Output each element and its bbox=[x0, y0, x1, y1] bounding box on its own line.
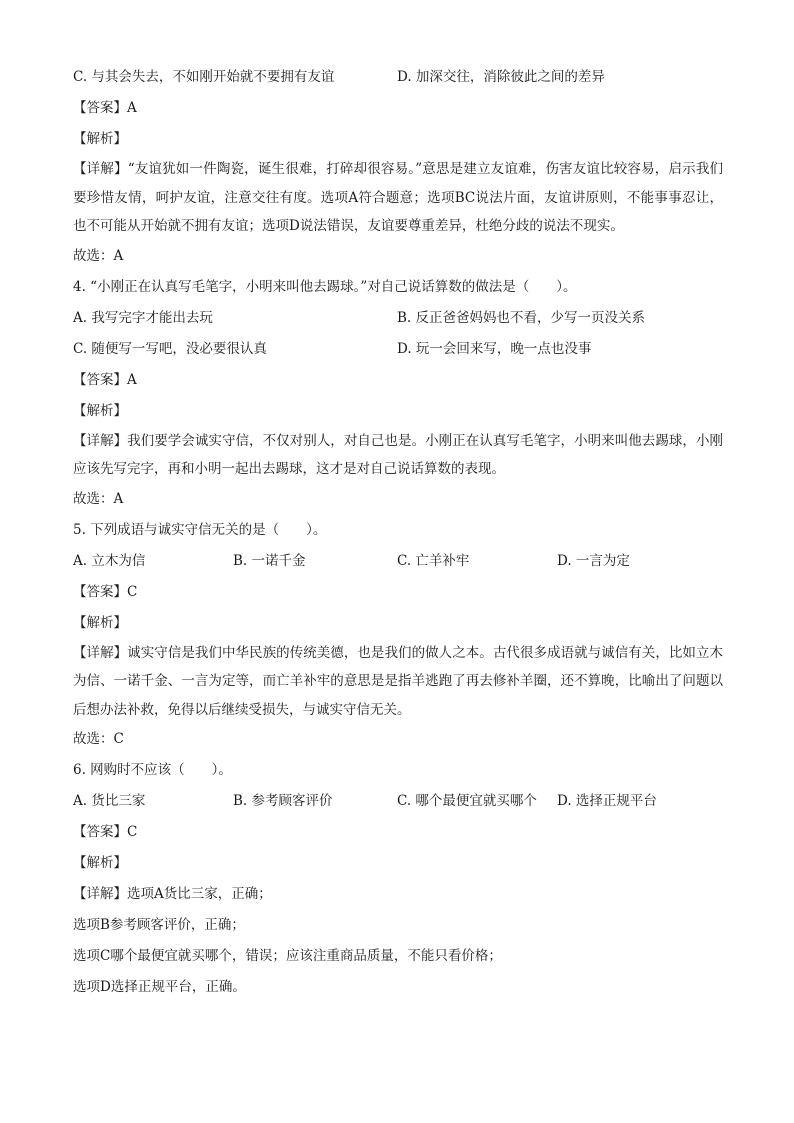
q6-option-b: B. 参考顾客评价 bbox=[233, 793, 333, 809]
q6-option-a: A. 货比三家 bbox=[73, 793, 146, 809]
q5-option-c: C. 亡羊补牢 bbox=[397, 552, 470, 569]
q6-detail-line-1: 【详解】选项A货比三家，正确； bbox=[73, 886, 272, 902]
q5-option-d: D. 一言为定 bbox=[557, 552, 630, 569]
q4-option-a: A. 我写完字才能出去玩 bbox=[73, 309, 213, 326]
q3-options-row bbox=[73, 62, 723, 93]
q4-detail: 【详解】我们要学会诚实守信，不仅对别人，对自己也是。小刚正在认真写毛笔字，小明来叫他去踢球，小刚应该先写完字，再和小明一起出去踢球，这才是对自己说话算数的表现。 bbox=[73, 432, 723, 477]
q3-option-d: D. 加深交往，消除彼此之间的差异 bbox=[397, 69, 605, 85]
q5-analysis-heading: 【解析】 bbox=[73, 614, 127, 631]
q4-analysis-heading: 【解析】 bbox=[73, 402, 127, 419]
q6-analysis-heading: 【解析】 bbox=[73, 855, 127, 871]
q6-detail-line-4: 选项D选择正规平台，正确。 bbox=[73, 979, 246, 995]
q3-conclusion: 故选：A bbox=[73, 247, 124, 264]
q6-option-c: C. 哪个最便宜就买哪个 bbox=[397, 793, 537, 809]
q5-options-row bbox=[73, 546, 723, 577]
document-page bbox=[73, 62, 723, 1003]
q5-option-a: A. 立木为信 bbox=[73, 552, 146, 569]
q4-option-d: D. 玩一会回来写，晚一点也没事 bbox=[397, 340, 592, 357]
q5-conclusion: 故选：C bbox=[73, 731, 124, 747]
q4-options-row-1 bbox=[73, 303, 723, 334]
q5-detail: 【详解】诚实守信是我们中华民族的传统美德，也是我们的做人之本。古代很多成语就与诚信有关，比如立木为信、一诺千金、一言为定等，而亡羊补牢的意思是是指羊逃跑了再去修补羊圈，还不算晚，比喻出了问题以后想办法补救，免得以后继续受损失，与诚实守信无关。 bbox=[73, 644, 723, 718]
q4-conclusion: 故选：A bbox=[73, 490, 124, 507]
q3-answer: 【答案】A bbox=[73, 100, 137, 116]
q5-answer: 【答案】C bbox=[73, 583, 138, 600]
q3-analysis-heading: 【解析】 bbox=[73, 131, 127, 147]
q3-detail: 【详解】“友谊犹如一件陶瓷，诞生很难，打碎却很容易。”意思是建立友谊难，伤害友谊比较容易，启示我们要珍惜友情，呵护友谊，注意交往有度。选项A符合题意；选项BC说法片面，友谊讲原则，不能事事忍让，也不可能从开始就不拥有友谊；选项D说法错误，友谊要尊重差异，杜绝分歧的说法不现实。 bbox=[73, 161, 723, 234]
q6-answer: 【答案】C bbox=[73, 824, 138, 840]
q4-answer: 【答案】A bbox=[73, 371, 137, 388]
q4-option-c: C. 随便写一写吧，没必要很认真 bbox=[73, 340, 267, 357]
q3-option-c: C. 与其会失去，不如刚开始就不要拥有友谊 bbox=[73, 69, 335, 85]
q6-question: 6. 网购时不应该（ ）。 bbox=[73, 762, 232, 778]
q4-options-row-2 bbox=[73, 334, 723, 365]
q4-option-b: B. 反正爸爸妈妈也不看，少写一页没关系 bbox=[397, 309, 646, 326]
q6-option-d: D. 选择正规平台 bbox=[557, 793, 657, 809]
q4-question: 4. “小刚正在认真写毛笔字，小明来叫他去踢球。”对自己说话算数的做法是（ ）。 bbox=[73, 278, 577, 295]
q6-options-row bbox=[73, 786, 723, 817]
q6-detail-line-3: 选项C哪个最便宜就买哪个，错误；应该注重商品质量，不能只看价格； bbox=[73, 948, 502, 964]
q5-question: 5. 下列成语与诚实守信无关的是（ ）。 bbox=[73, 521, 327, 538]
q6-detail-line-2: 选项B参考顾客评价，正确； bbox=[73, 917, 245, 933]
q5-option-b: B. 一诺千金 bbox=[233, 552, 306, 569]
